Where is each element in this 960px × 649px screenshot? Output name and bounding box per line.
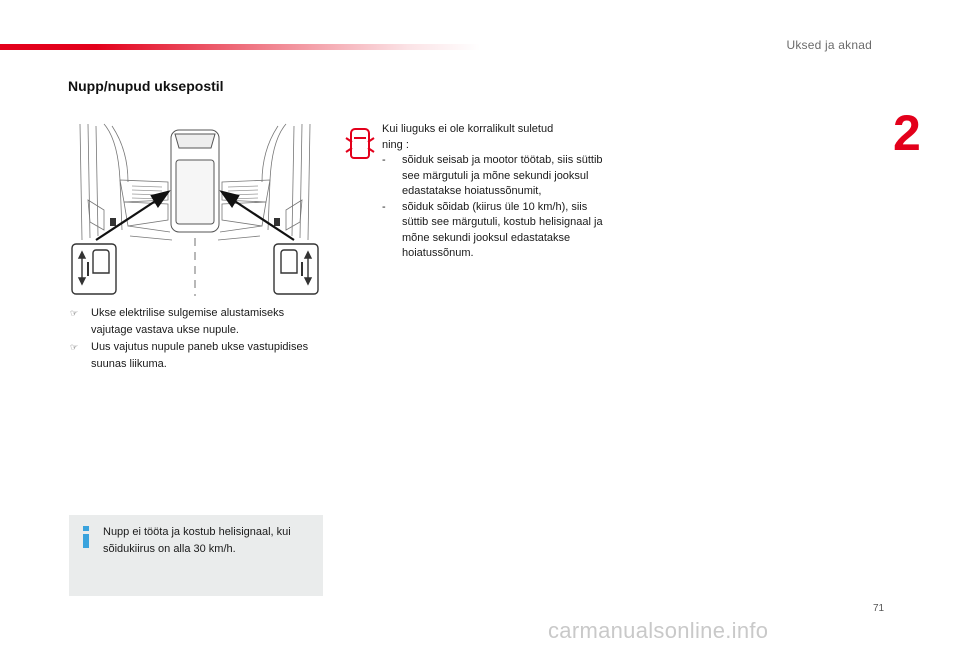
right-pillar-button	[274, 218, 280, 226]
info-box	[69, 515, 323, 596]
warning-condition-item	[382, 153, 608, 200]
right-button-callout	[274, 244, 318, 294]
left-pillar-button	[110, 218, 116, 226]
dash-marker: -	[382, 200, 386, 213]
bullet-marker: ☞	[70, 308, 79, 318]
chapter-number: 2	[893, 105, 921, 161]
warning-intro-line: ning :	[382, 138, 409, 151]
right-door-opening	[218, 124, 310, 240]
warning-condition-text: sõiduk sõidab (kiirus üle 10 km/h), siis süttib see märgutuli, kostub helisignaal ja mõne sekundi jooksul edastatakse hoiatussõnum.	[402, 200, 603, 259]
instruction-item	[68, 339, 326, 373]
dash-marker: -	[382, 154, 386, 166]
warning-condition-item	[382, 200, 608, 262]
warning-condition-text: sõiduk seisab ja mootor töötab, siis süttib see märgutuli ja mõne sekundi jooksul edastatakse hoiatussõnumit,	[402, 154, 603, 197]
bullet-marker: ☞	[70, 342, 79, 352]
info-text: Nupp ei tööta ja kostub helisignaal, kui sõidukiirus on alla 30 km/h.	[103, 526, 291, 555]
info-icon	[79, 526, 93, 548]
door-open-warning-icon	[345, 126, 375, 160]
warning-intro-line: Kui liuguks ei ole korralikult suletud	[382, 123, 554, 135]
page-number: 71	[873, 603, 885, 614]
instruction-text: Uus vajutus nupule paneb ukse vastupidises suunas liikuma.	[91, 341, 309, 370]
van-top-view	[171, 130, 219, 232]
sliding-door-buttons-illustration	[68, 120, 322, 296]
instructions-list	[68, 305, 326, 373]
left-door-opening	[80, 124, 172, 240]
chapter-title: Uksed ja aknad	[786, 38, 872, 52]
instruction-item	[68, 305, 326, 339]
header-accent-bar	[0, 44, 480, 50]
page-title: Nupp/nupud uksepostil	[68, 78, 224, 94]
instruction-text: Ukse elektrilise sulgemise alustamiseks vajutage vastava ukse nupule.	[91, 307, 285, 336]
warning-text-block	[382, 122, 608, 262]
left-button-callout	[72, 244, 116, 294]
watermark: carmanualsonline.info	[548, 618, 769, 643]
